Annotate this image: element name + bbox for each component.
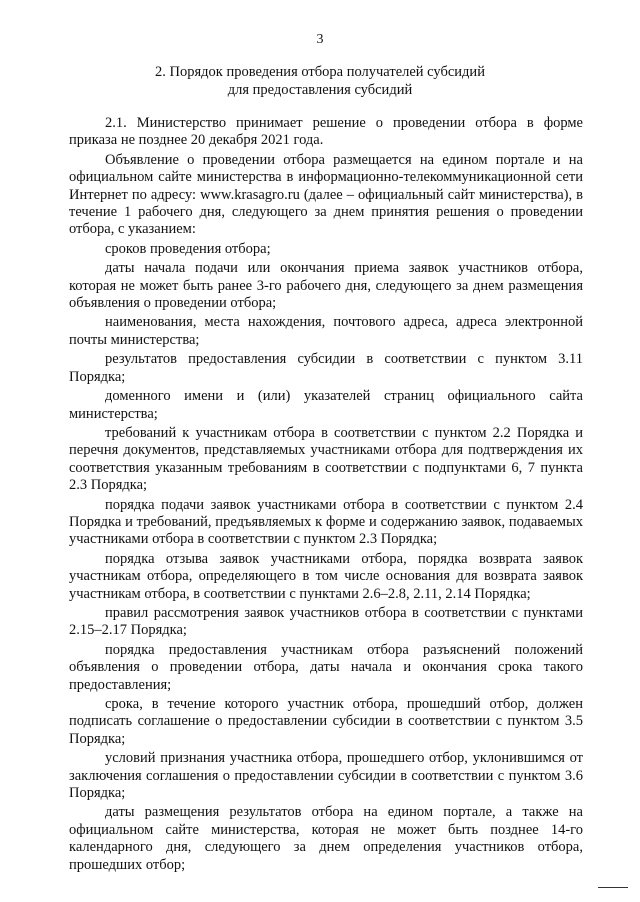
- paragraph: порядка предоставления участникам отбора разъяснений положений объявления о проведении отбора, даты начала и окончания срока такого предоставления;: [69, 641, 583, 693]
- paragraph: доменного имени и (или) указателей страниц официального сайта министерства;: [69, 388, 583, 422]
- paragraph: условий признания участника отбора, прошедшего отбор, уклонившимся от заключения соглашения о предоставлении субсидии в соответствии с пунктом 3.6 Порядка;: [69, 750, 583, 802]
- paragraph: срока, в течение которого участник отбора, прошедший отбор, должен подписать соглашение о предоставлении субсидии в соответствии с пунктом 3.5 Порядка;: [69, 696, 583, 747]
- body-text: [69, 115, 583, 874]
- page-number: 3: [316, 32, 324, 47]
- paragraph: 2.1. Министерство принимает решение о проведении отбора в форме приказа не позднее 20 декабря 2021 года.: [69, 115, 583, 149]
- paragraph: сроков проведения отбора;: [105, 240, 271, 257]
- paragraph: порядка отзыва заявок участниками отбора, порядка возврата заявок участникам отбора, определяющего в том числе основания для возврата заявок участникам отбора, в соответствии с пунктами 2.6–2.8, 2.11, 2.14 Порядка;: [69, 550, 583, 602]
- paragraph: результатов предоставления субсидии в соответствии с пунктом 3.11 Порядка;: [69, 351, 583, 385]
- paragraph: даты размещения результатов отбора на едином портале, а также на официальном сайте министерства, которая не может быть позднее 14-го календарного дня, следующего за днем определения участников отбора, прошедших отбор;: [69, 804, 583, 873]
- section-title: [0, 63, 640, 99]
- section-title-line-1: 2. Порядок проведения отбора получателей субсидий: [155, 64, 485, 80]
- paragraph: правил рассмотрения заявок участников отбора в соответствии с пунктами 2.15–2.17 Порядка;: [69, 604, 583, 639]
- section-title-line-2: для предоставления субсидий: [227, 82, 413, 98]
- paragraph: Объявление о проведении отбора размещается на едином портале и на официальном сайте министерства в информационно-телекоммуникационной сети Интернет по адресу: www.krasagro.ru (далее – официальный сайт министерства), в течение 1 рабочего дня, следующего за днем принятия решения о проведении отбора, с указанием:: [69, 151, 583, 238]
- paragraph: наименования, места нахождения, почтового адреса, адреса электронной почты министерства;: [69, 314, 583, 348]
- corner-divider: [598, 887, 628, 888]
- paragraph: требований к участникам отбора в соответствии с пунктом 2.2 Порядка и перечня документов, представляемых участниками отбора для подтверждения их соответствия указанным требованиям в соответствии с подпунктами 6, 7 пункта 2.3 Порядка;: [69, 424, 583, 494]
- paragraph: порядка подачи заявок участниками отбора в соответствии с пунктом 2.4 Порядка и требований, предъявляемых к форме и содержанию заявок, подаваемых участниками отбора в соответствии с пунктом 2.3 Порядка;: [69, 496, 583, 548]
- paragraph: даты начала подачи или окончания приема заявок участников отбора, которая не может быть ранее 3-го рабочего дня, следующего за днем размещения объявления о проведении отбора;: [69, 260, 583, 312]
